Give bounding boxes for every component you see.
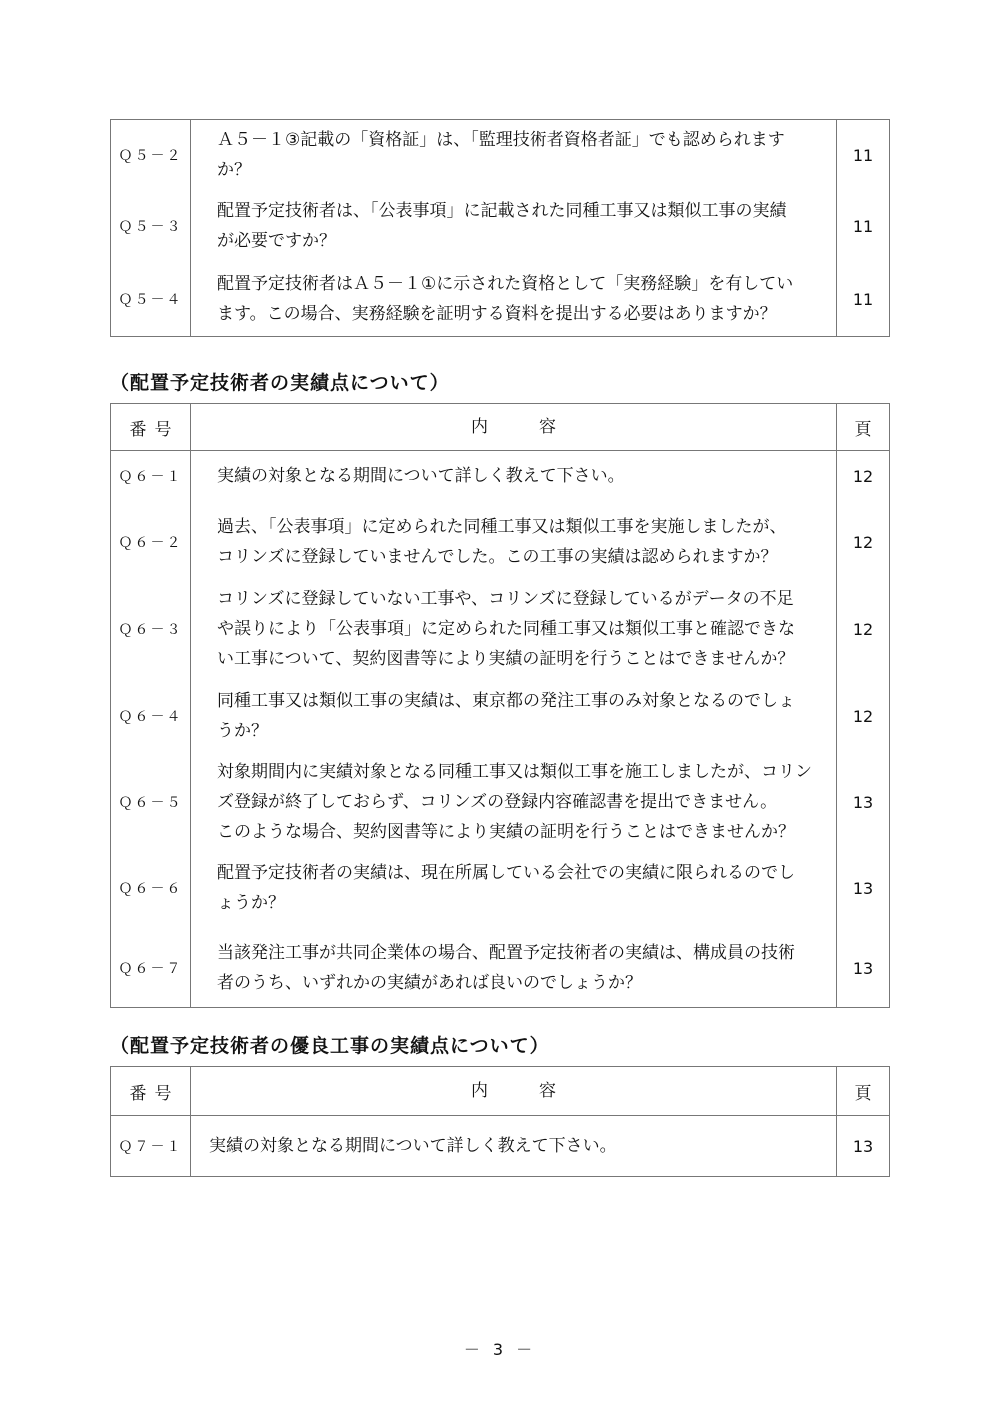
header-content: 内 容 — [191, 1067, 837, 1115]
q7-table — [110, 1066, 890, 1177]
question-number: Ｑ６－７ — [111, 929, 191, 1007]
header-number: 番号 — [111, 404, 191, 450]
question-line: 配置予定技術者の実績は、現在所属している会社での実績に限られるのでし — [217, 863, 795, 883]
question-number: Ｑ５－３ — [111, 190, 191, 262]
table-row — [111, 190, 889, 262]
page-ref: 12 — [852, 706, 874, 726]
question-text — [191, 501, 837, 583]
question-text: Ａ５－１③記載の「資格証」は、「監理技術者資格者証」でも認められます か？ — [191, 120, 837, 190]
question-line: このような場合、契約図書等により実績の証明を行うことはできませんか？ — [217, 822, 795, 842]
header-content: 内 容 — [191, 404, 837, 450]
table-row — [111, 583, 889, 675]
question-text: 配置予定技術者は、「公表事項」に記載された同種工事又は類似工事の実績 が必要ですか？ — [191, 190, 837, 262]
question-text — [191, 929, 837, 1007]
page-ref: 13 — [852, 1136, 874, 1156]
page-ref: 13 — [852, 958, 874, 978]
question-line: 者のうち、いずれかの実績があれば良いのでしょうか？ — [217, 973, 642, 993]
question-text: 配置予定技術者はＡ５－１①に示された資格として「実務経験」を有してい ます。この場合、実務経験を証明する資料を提出する必要はありますか？ — [191, 262, 837, 336]
question-line: 同種工事又は類似工事の実績は、東京都の発注工事のみ対象となるのでしょ — [217, 691, 795, 711]
page-ref: 13 — [852, 878, 874, 898]
question-text — [191, 1116, 837, 1176]
question-number: Ｑ６－６ — [111, 847, 191, 929]
header-number: 番号 — [111, 1067, 191, 1115]
question-number: Ｑ５－２ — [111, 120, 191, 190]
page-ref: 12 — [852, 532, 874, 552]
question-line: コリンズに登録していませんでした。この工事の実績は認められますか？ — [217, 547, 778, 567]
q5-table — [110, 119, 890, 337]
question-number: Ｑ７－１ — [111, 1116, 191, 1176]
question-number: Ｑ６－５ — [111, 757, 191, 847]
question-text — [191, 757, 837, 847]
question-number: Ｑ６－４ — [111, 675, 191, 757]
question-text — [191, 675, 837, 757]
question-line: 対象期間内に実績対象となる同種工事又は類似工事を施工しましたが、コリン — [217, 762, 812, 782]
question-number: Ｑ５－４ — [111, 262, 191, 336]
header-page: 頁 — [854, 1083, 872, 1104]
question-line: い工事について、契約図書等により実績の証明を行うことはできませんか？ — [217, 649, 795, 669]
table-row — [111, 675, 889, 757]
question-line: 実績の対象となる期間について詳しく教えて下さい。 — [209, 1136, 617, 1156]
page-ref: 12 — [852, 466, 874, 486]
page-ref: 11 — [852, 216, 874, 236]
question-text — [191, 847, 837, 929]
question-line: ズ登録が終了しておらず、コリンズの登録内容確認書を提出できません。 — [217, 792, 778, 812]
table-row — [111, 757, 889, 847]
table-row — [111, 929, 889, 1007]
question-line: ょうか？ — [217, 893, 285, 913]
page-ref: 12 — [852, 619, 874, 639]
table-row — [111, 120, 889, 190]
page-ref: 11 — [852, 289, 874, 309]
question-number: Ｑ６－３ — [111, 583, 191, 675]
table-row — [111, 451, 889, 501]
table-header — [111, 404, 889, 451]
page-number: － 3 － — [463, 1340, 537, 1359]
section-title: （配置予定技術者の優良工事の実績点について） — [110, 1035, 550, 1057]
section-title: （配置予定技術者の実績点について） — [110, 372, 450, 394]
table-row — [111, 501, 889, 583]
question-line: 実績の対象となる期間について詳しく教えて下さい。 — [217, 466, 625, 486]
table-row — [111, 262, 889, 336]
question-line: や誤りにより「公表事項」に定められた同種工事又は類似工事と確認できな — [217, 619, 795, 639]
question-number: Ｑ６－２ — [111, 501, 191, 583]
table-row — [111, 847, 889, 929]
header-page: 頁 — [854, 419, 872, 440]
question-text — [191, 583, 837, 675]
question-line: 過去、「公表事項」に定められた同種工事又は類似工事を実施しましたが、 — [217, 517, 787, 537]
question-line: 当該発注工事が共同企業体の場合、配置予定技術者の実績は、構成員の技術 — [217, 943, 795, 963]
table-row — [111, 1116, 889, 1176]
question-line: うか？ — [217, 721, 268, 741]
table-header — [111, 1067, 889, 1116]
question-number: Ｑ６－１ — [111, 451, 191, 501]
page-ref: 13 — [852, 792, 874, 812]
question-text — [191, 451, 837, 501]
question-line: コリンズに登録していない工事や、コリンズに登録しているがデータの不足 — [217, 589, 794, 609]
page-ref: 11 — [852, 145, 874, 165]
q6-table — [110, 403, 890, 1008]
